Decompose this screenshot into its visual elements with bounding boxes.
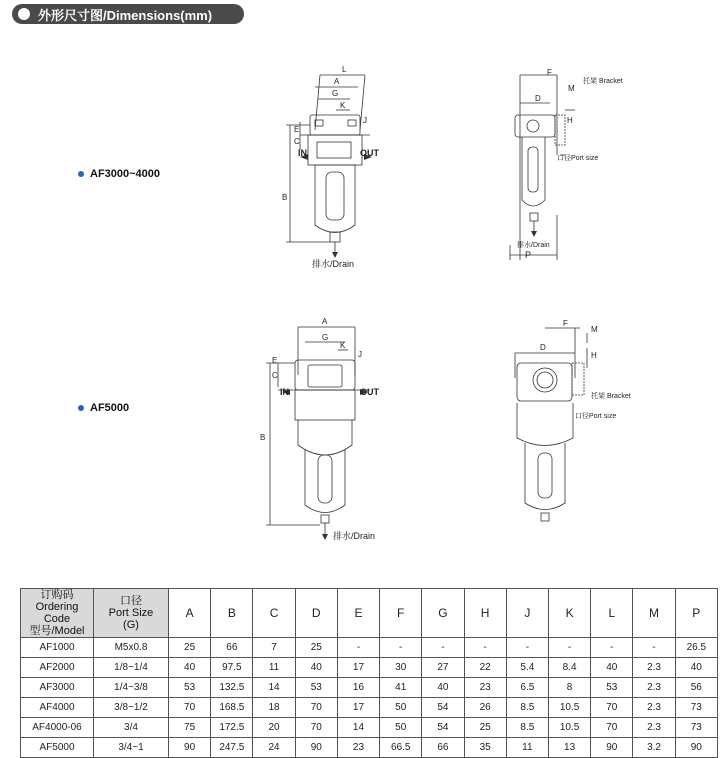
dim-label-C: C — [294, 137, 300, 146]
header-P: P — [675, 589, 717, 638]
side-dim-label-H-5000: H — [591, 351, 597, 360]
side-dim-label-H: H — [567, 116, 573, 125]
dim-label-B: B — [282, 193, 288, 202]
table-cell: 41 — [380, 678, 422, 698]
table-cell: 53 — [591, 678, 633, 698]
table-cell: 73 — [675, 698, 717, 718]
table-cell: 11 — [253, 658, 295, 678]
table-cell: 14 — [253, 678, 295, 698]
header-H: H — [464, 589, 506, 638]
side-dim-label-P: P — [525, 250, 532, 260]
table-cell: 40 — [422, 678, 464, 698]
table-cell: 70 — [295, 698, 337, 718]
table-cell: 3/8~1/2 — [94, 698, 169, 718]
af5000-front-view-drawing — [250, 315, 400, 545]
table-cell: AF4000-06 — [21, 718, 94, 738]
table-cell: 6.5 — [506, 678, 548, 698]
table-cell: 17 — [337, 658, 379, 678]
header-L: L — [591, 589, 633, 638]
table-cell: 90 — [591, 738, 633, 758]
table-cell: 17 — [337, 698, 379, 718]
side-dim-label-M: M — [568, 84, 575, 93]
dim-label-A-5000: A — [322, 317, 328, 326]
section-header — [12, 4, 244, 24]
table-cell: 97.5 — [211, 658, 253, 678]
table-cell: 90 — [295, 738, 337, 758]
table-cell: 24 — [253, 738, 295, 758]
table-cell: - — [548, 638, 590, 658]
table-cell: 8.5 — [506, 698, 548, 718]
table-cell: AF1000 — [21, 638, 94, 658]
dim-label-L: L — [342, 65, 347, 74]
table-cell: 8.5 — [506, 718, 548, 738]
table-cell: 25 — [169, 638, 211, 658]
table-cell: 10.5 — [548, 698, 590, 718]
table-cell: 54 — [422, 718, 464, 738]
header-B: B — [211, 589, 253, 638]
table-cell: 172.5 — [211, 718, 253, 738]
af3000-side-view-drawing — [495, 65, 645, 265]
model-label-af5000: AF5000 — [78, 402, 129, 414]
table-cell: 56 — [675, 678, 717, 698]
dim-label-J-5000: J — [358, 350, 362, 359]
header-F: F — [380, 589, 422, 638]
dim-label-A: A — [334, 77, 340, 86]
table-cell: AF3000 — [21, 678, 94, 698]
header-E: E — [337, 589, 379, 638]
table-cell: 132.5 — [211, 678, 253, 698]
out-label-5000: OUT — [360, 387, 379, 397]
drain-label-5000: 排水/Drain — [333, 531, 376, 541]
table-cell: 70 — [591, 718, 633, 738]
model-label-af3000: AF3000~4000 — [78, 168, 160, 180]
table-header-row — [21, 589, 718, 638]
table-row — [21, 638, 718, 658]
port-size-label: 口径Port size — [557, 155, 599, 162]
bullet-icon — [78, 171, 84, 177]
table-cell: 14 — [337, 718, 379, 738]
dim-label-E: E — [294, 125, 300, 134]
table-cell: 7 — [253, 638, 295, 658]
table-cell: 90 — [675, 738, 717, 758]
header-A: A — [169, 589, 211, 638]
table-cell: - — [337, 638, 379, 658]
table-cell: 25 — [464, 718, 506, 738]
dim-label-K: K — [340, 101, 346, 110]
dim-label-G: G — [332, 89, 339, 98]
table-cell: 2.3 — [633, 698, 675, 718]
table-cell: 2.3 — [633, 678, 675, 698]
table-cell: 8.4 — [548, 658, 590, 678]
table-cell: 5.4 — [506, 658, 548, 678]
table-cell: 2.3 — [633, 718, 675, 738]
table-cell: 3.2 — [633, 738, 675, 758]
table-cell: 8 — [548, 678, 590, 698]
header-M: M — [633, 589, 675, 638]
table-cell: M5x0.8 — [94, 638, 169, 658]
table-cell: 2.3 — [633, 658, 675, 678]
header-J: J — [506, 589, 548, 638]
table-cell: 18 — [253, 698, 295, 718]
out-label: OUT — [360, 148, 379, 158]
table-cell: 35 — [464, 738, 506, 758]
dim-label-B-5000: B — [260, 433, 266, 442]
table-cell: 11 — [506, 738, 548, 758]
table-row — [21, 678, 718, 698]
table-cell: 20 — [253, 718, 295, 738]
table-cell: 53 — [295, 678, 337, 698]
table-cell: 22 — [464, 658, 506, 678]
table-cell: 247.5 — [211, 738, 253, 758]
side-dim-label-M-5000: M — [591, 325, 598, 334]
table-cell: 40 — [295, 658, 337, 678]
table-cell: 70 — [295, 718, 337, 738]
table-body — [21, 638, 718, 758]
dimensions-table — [20, 588, 718, 758]
table-cell: 168.5 — [211, 698, 253, 718]
table-cell: 54 — [422, 698, 464, 718]
port-size-label-5000: 口径Port size — [575, 413, 617, 420]
dim-label-E-5000: E — [272, 356, 278, 365]
table-cell: - — [380, 638, 422, 658]
side-drain-label: 排水/Drain — [517, 242, 550, 249]
table-cell: - — [591, 638, 633, 658]
table-cell: 50 — [380, 698, 422, 718]
af5000-side-view-drawing — [505, 318, 655, 528]
bracket-label: 托架 Bracket — [583, 78, 623, 85]
table-cell: 66 — [422, 738, 464, 758]
table-cell: AF4000 — [21, 698, 94, 718]
table-cell: 66.5 — [380, 738, 422, 758]
table-cell: 70 — [591, 698, 633, 718]
table-row — [21, 718, 718, 738]
table-cell: AF5000 — [21, 738, 94, 758]
side-dim-label-D-5000: D — [540, 343, 546, 352]
table-cell: 26.5 — [675, 638, 717, 658]
table-cell: AF2000 — [21, 658, 94, 678]
table-cell: 23 — [464, 678, 506, 698]
table-cell: 70 — [169, 698, 211, 718]
table-cell: 75 — [169, 718, 211, 738]
side-dim-label-F: F — [547, 68, 552, 77]
table-cell: 40 — [169, 658, 211, 678]
bullet-icon — [78, 405, 84, 411]
table-cell: 90 — [169, 738, 211, 758]
table-cell: 50 — [380, 718, 422, 738]
in-label: IN — [298, 148, 307, 158]
table-cell: 73 — [675, 718, 717, 738]
table-cell: - — [506, 638, 548, 658]
table-cell: 3/4~1 — [94, 738, 169, 758]
table-cell: 26 — [464, 698, 506, 718]
header-port-size: 口径 Port Size (G) — [94, 589, 169, 638]
table-cell: 10.5 — [548, 718, 590, 738]
header-D: D — [295, 589, 337, 638]
table-row — [21, 658, 718, 678]
header-G: G — [422, 589, 464, 638]
table-cell: 25 — [295, 638, 337, 658]
dim-label-C-5000: C — [272, 371, 278, 380]
table-cell: 1/4~3/8 — [94, 678, 169, 698]
table-cell: 40 — [591, 658, 633, 678]
table-cell: - — [464, 638, 506, 658]
table-cell: 16 — [337, 678, 379, 698]
header-ordering-code: 订购码 Ordering Code 型号/Model — [21, 589, 94, 638]
dim-label-J: J — [363, 116, 367, 125]
header-C: C — [253, 589, 295, 638]
table-cell: 13 — [548, 738, 590, 758]
table-cell: 53 — [169, 678, 211, 698]
table-cell: 23 — [337, 738, 379, 758]
header-bullet-icon — [18, 8, 30, 20]
table-cell: 40 — [675, 658, 717, 678]
bracket-label-5000: 托架 Bracket — [591, 393, 631, 400]
dim-label-K-5000: K — [340, 341, 346, 350]
header-K: K — [548, 589, 590, 638]
drain-label: 排水/Drain — [312, 259, 355, 269]
table-cell: 27 — [422, 658, 464, 678]
section-title: 外形尺寸图/Dimensions(mm) — [38, 7, 213, 23]
table-cell: 66 — [211, 638, 253, 658]
af3000-front-view-drawing — [270, 60, 400, 275]
table-cell: - — [633, 638, 675, 658]
dim-label-G-5000: G — [322, 333, 329, 342]
table-row — [21, 698, 718, 718]
table-cell: 3/4 — [94, 718, 169, 738]
side-dim-label-D: D — [535, 94, 541, 103]
table-cell: - — [422, 638, 464, 658]
table-cell: 1/8~1/4 — [94, 658, 169, 678]
table-cell: 30 — [380, 658, 422, 678]
side-dim-label-F-5000: F — [563, 319, 568, 328]
in-label-5000: IN — [280, 387, 289, 397]
